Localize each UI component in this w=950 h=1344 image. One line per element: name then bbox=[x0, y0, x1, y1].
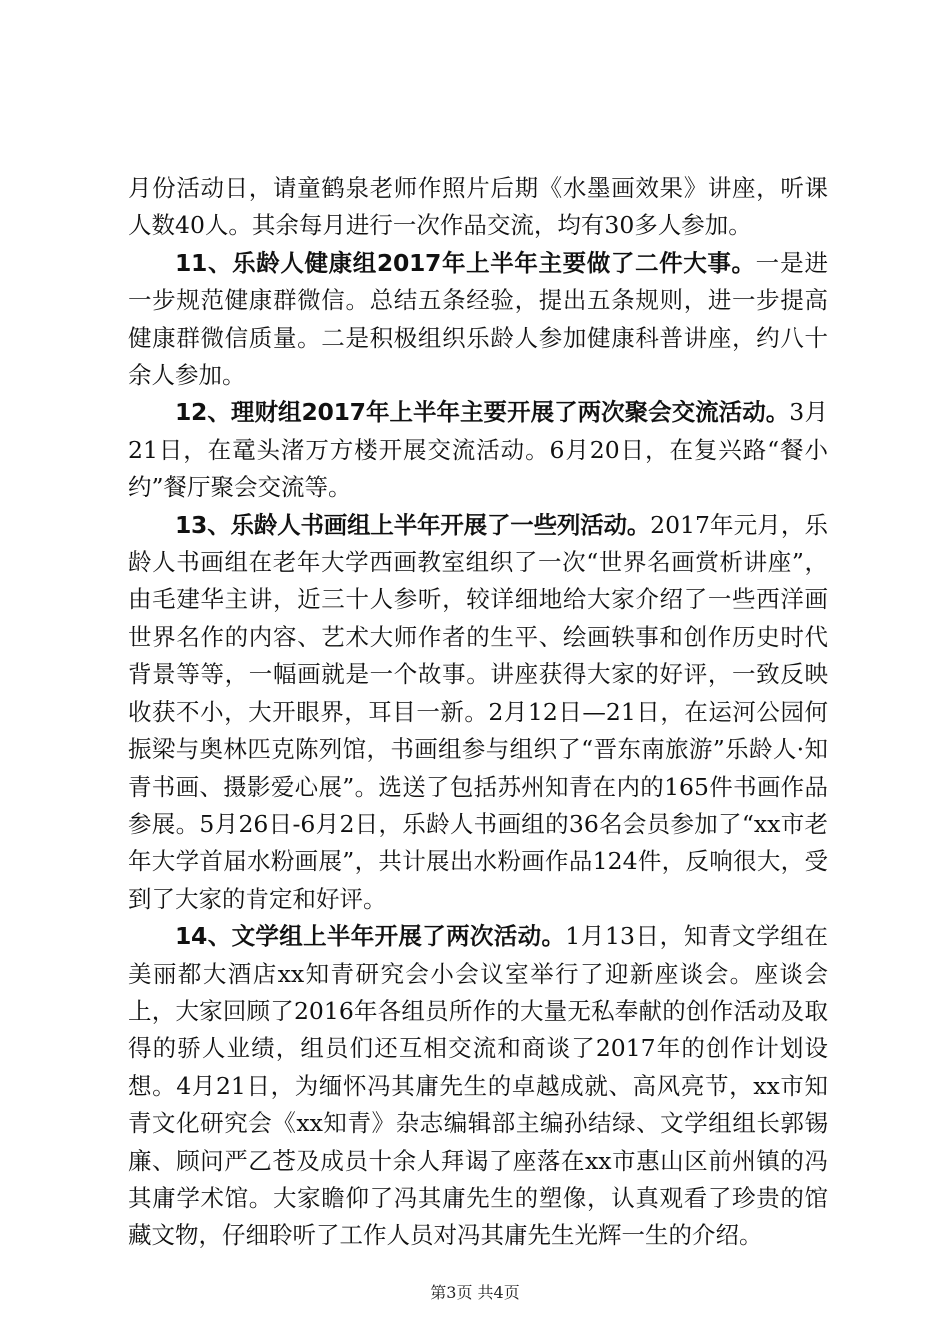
paragraph-body: 一是进一步规范健康群微信。总结五条经验，提出五条规则，进一步提高健康群微信质量。二是积极组织乐龄人参加健康科普讲座，约八十余人参加。 bbox=[128, 248, 829, 390]
paragraph-finance-group bbox=[128, 394, 828, 506]
paragraph-body: 2017年元月，乐龄人书画组在老年大学西画教室组织了一次“世界名画赏析讲座”，由毛建华主讲，近三十人参听，较详细地给大家介绍了一些西洋画世界名作的内容、艺术大师作者的生平、绘画轶事和创作历史时代背景等等，一幅画就是一个故事。讲座获得大家的好评，一致反映收获不小，大开眼界，耳目一新。2月12日—21日，在运河公园何振梁与奥林匹克陈列馆，书画组参与组织了“晋东南旅游”乐龄人·知青书画、摄影爱心展”。选送了包括苏州知青在内的165件书画作品参展。5月26日-6月2日，乐龄人书画组的36名会员参加了“xx市老年大学首届水粉画展”，共计展出水粉画作品124件，反响很大，受到了大家的肯定和好评。 bbox=[128, 510, 829, 913]
paragraph-literature-group bbox=[128, 918, 828, 1255]
page-footer bbox=[0, 1283, 950, 1303]
paragraph-body: 1月13日，知青文学组在美丽都大酒店xx知青研究会小会议室举行了迎新座谈会。座谈会上，大家回顾了2016年各组员所作的大量无私奉献的创作活动及取得的骄人业绩，组员们还互相交流和商谈了2017年的创作计划设想。4月21日，为缅怀冯其庸先生的卓越成就、高风亮节，xx市知青文化研究会《xx知青》杂志编辑部主编孙结绿、文学组组长郭锡廉、顾问严乙苍及成员十余人拜谒了座落在xx市惠山区前州镇的冯其庸学术馆。大家瞻仰了冯其庸先生的塑像，认真观看了珍贵的馆藏文物，仔细聆听了工作人员对冯其庸先生光辉一生的介绍。 bbox=[128, 922, 828, 1250]
paragraph-heading: 11、乐龄人健康组2017年上半年主要做了二件大事。 bbox=[175, 248, 756, 277]
paragraph-continuation bbox=[128, 170, 828, 245]
paragraph-body: 3月21日，在鼋头渚万方楼开展交流活动。6月20日，在复兴路“餐小约”餐厅聚会交流等。 bbox=[128, 398, 828, 502]
paragraph-heading: 13、乐龄人书画组上半年开展了一些列活动。 bbox=[175, 510, 651, 539]
document-body bbox=[128, 170, 828, 1255]
paragraph-painting-group bbox=[128, 507, 828, 918]
paragraph-heading: 12、理财组2017年上半年主要开展了两次聚会交流活动。 bbox=[175, 398, 790, 427]
paragraph-heading: 14、文学组上半年开展了两次活动。 bbox=[175, 922, 566, 951]
paragraph-body: 月份活动日，请童鹤泉老师作照片后期《水墨画效果》讲座，听课人数40人。其余每月进行一次作品交流，均有30多人参加。 bbox=[128, 174, 828, 240]
page-number-label: 第3页 共4页 bbox=[430, 1283, 520, 1302]
paragraph-health-group bbox=[128, 245, 828, 395]
